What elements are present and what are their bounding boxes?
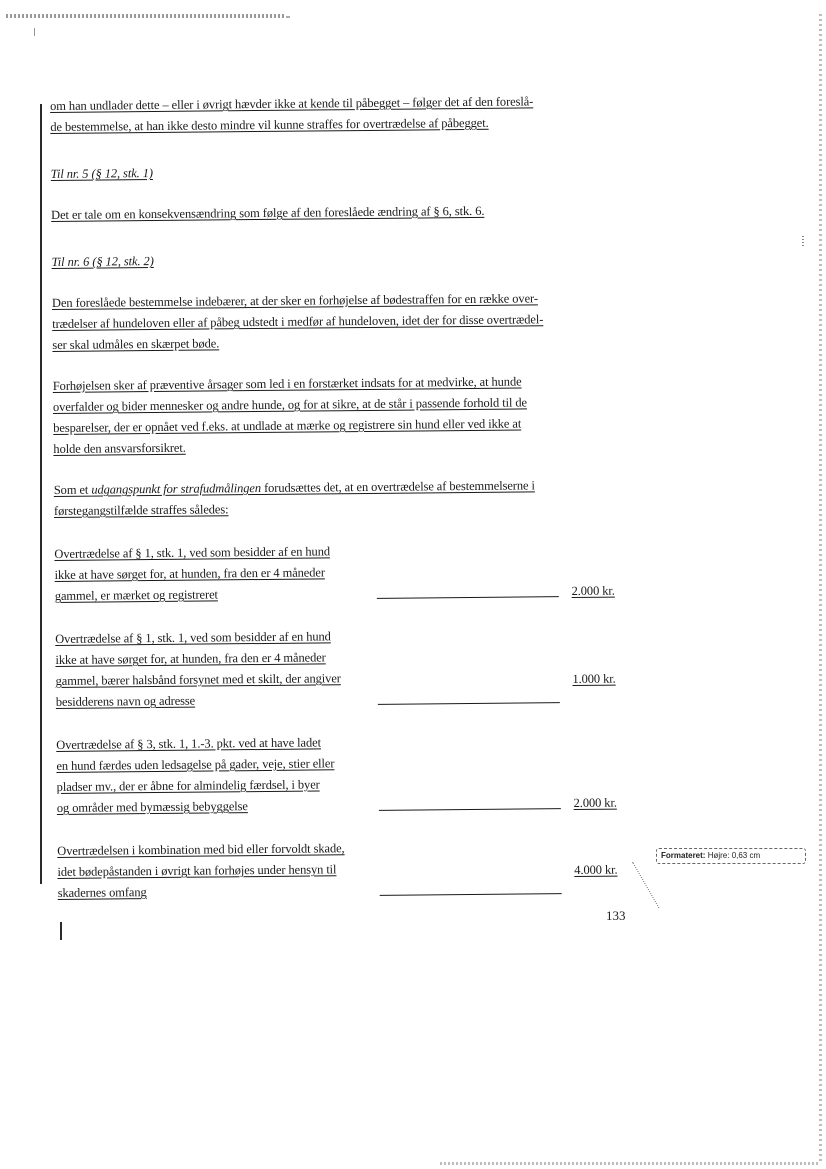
paragraph-6b-line-2: overfalder og bider mennesker og andre hunde, og for at sikre, at de står i passende forhold til de bbox=[52, 395, 527, 414]
leader-line bbox=[378, 702, 560, 705]
paragraph-6b-line-1: Forhøjelsen sker af præventive årsager som led i en forstærket indsats for at medvirke, at hunde bbox=[52, 374, 522, 393]
fine-description bbox=[54, 541, 375, 607]
paragraph-6c-line-2: førstegangstilfælde straffes således: bbox=[53, 502, 229, 518]
paragraph-6a-line-3: ser skal udmåles en skærpet bøde. bbox=[52, 336, 220, 352]
fine-line: pladser mv., der er åbne for almindelig færdsel, i byer bbox=[56, 777, 320, 794]
fine-line: og områder med bymæssig bebyggelse bbox=[56, 799, 248, 815]
fine-line: en hund færdes uden ledsagelse på gader, veje, stier eller bbox=[56, 756, 335, 773]
paragraph-6b-line-3: besparelser, der er opnået ved f.eks. at undlade at mærke og registrere sin hund eller ved ikke at bbox=[53, 416, 522, 435]
scan-edge-bottom bbox=[440, 1162, 820, 1165]
paragraph-nr-5: Det er tale om en konsekvensændring som følge af den foreslåede ændring af § 6, stk. 6. bbox=[51, 203, 485, 222]
fine-line: gammel, er mærket og registreret bbox=[54, 587, 218, 603]
fine-line: gammel, bærer halsbånd forsynet med et skilt, der angiver bbox=[55, 671, 341, 688]
paragraph-6a-line-2: trædelser af hundeloven eller af påbeg udstedt i medfør af hundeloven, idet der for disse overtrædel- bbox=[52, 312, 544, 331]
heading-nr-5: Til nr. 5 (§ 12, stk. 1) bbox=[50, 166, 153, 181]
fine-line: Overtrædelse af § 3, stk. 1, 1.-3. pkt. ved at have ladet bbox=[56, 735, 322, 752]
scan-tick bbox=[34, 28, 35, 36]
paragraph-6a bbox=[52, 288, 625, 356]
comment-text: Højre: 0,63 cm bbox=[707, 851, 761, 860]
leader-line bbox=[380, 893, 562, 896]
paragraph-6c-pre: Som et bbox=[53, 482, 92, 497]
scan-edge-right bbox=[819, 14, 822, 1164]
scan-edge-top-mark bbox=[286, 16, 290, 18]
fine-amount: 4.000 kr. bbox=[574, 862, 618, 878]
fine-line: besidderens navn og adresse bbox=[55, 693, 196, 709]
page-number: 133 bbox=[606, 908, 626, 923]
fine-line: Overtrædelse af § 1, stk. 1, ved som besidder af en hund bbox=[55, 629, 331, 646]
paragraph-6b bbox=[53, 370, 626, 459]
leader-line bbox=[377, 596, 559, 599]
fine-row bbox=[57, 836, 618, 904]
fine-row bbox=[55, 624, 616, 713]
formatting-comment-balloon[interactable] bbox=[656, 848, 806, 864]
comment-connector bbox=[632, 862, 688, 908]
paragraph-6b-line-4: holde den ansvarsforsikret. bbox=[53, 440, 186, 456]
paragraph-6c-post: forudsættes det, at en overtrædelse af bestemmelserne i bbox=[260, 478, 535, 495]
fine-line: skadernes omfang bbox=[57, 885, 147, 900]
fine-amount: 1.000 kr. bbox=[572, 671, 616, 687]
intro-line-2: de bestemmelse, at han ikke desto mindre vil kunne straffes for overtrædelse af påbegget. bbox=[50, 115, 489, 134]
document-body bbox=[50, 91, 630, 926]
fine-line: Overtrædelsen i kombination med bid eller forvoldt skade, bbox=[57, 841, 345, 858]
fine-description bbox=[55, 626, 376, 713]
fine-description bbox=[56, 732, 377, 819]
leader-line bbox=[379, 808, 561, 811]
heading-nr-6: Til nr. 6 (§ 12, stk. 2) bbox=[51, 254, 154, 269]
fine-line: idet bødepåstanden i øvrigt kan forhøjes under hensyn til bbox=[57, 862, 337, 879]
paragraph-6c bbox=[54, 474, 626, 521]
scan-edge-top bbox=[6, 14, 284, 18]
fine-description bbox=[57, 838, 378, 904]
fine-line: ikke at have sørget for, at hunden, fra den er 4 måneder bbox=[54, 565, 325, 582]
fine-line: Overtrædelse af § 1, stk. 1, ved som besidder af en hund bbox=[54, 544, 331, 561]
fine-row bbox=[54, 539, 615, 607]
paragraph-6a-line-1: Den foreslåede bestemmelse indebærer, at der sker en forhøjelse af bødestraffen for en række over- bbox=[51, 291, 538, 310]
fines-table bbox=[54, 538, 629, 903]
comment-label: Formateret: bbox=[661, 851, 706, 860]
scan-side-dots bbox=[802, 236, 804, 246]
intro-paragraph bbox=[50, 91, 622, 138]
revision-change-bar bbox=[40, 104, 42, 884]
fine-row bbox=[56, 730, 617, 819]
fine-amount: 2.000 kr. bbox=[571, 583, 615, 599]
paragraph-6c-emphasis: udgangspunkt for strafudmålingen bbox=[91, 480, 262, 497]
fine-line: ikke at have sørget for, at hunden, fra den er 4 måneder bbox=[55, 650, 326, 667]
fine-amount: 2.000 kr. bbox=[573, 795, 617, 811]
intro-line-1: om han undlader dette – eller i øvrigt hævder ikke at kende til påbegget – følger det af den foreslå- bbox=[50, 94, 534, 113]
